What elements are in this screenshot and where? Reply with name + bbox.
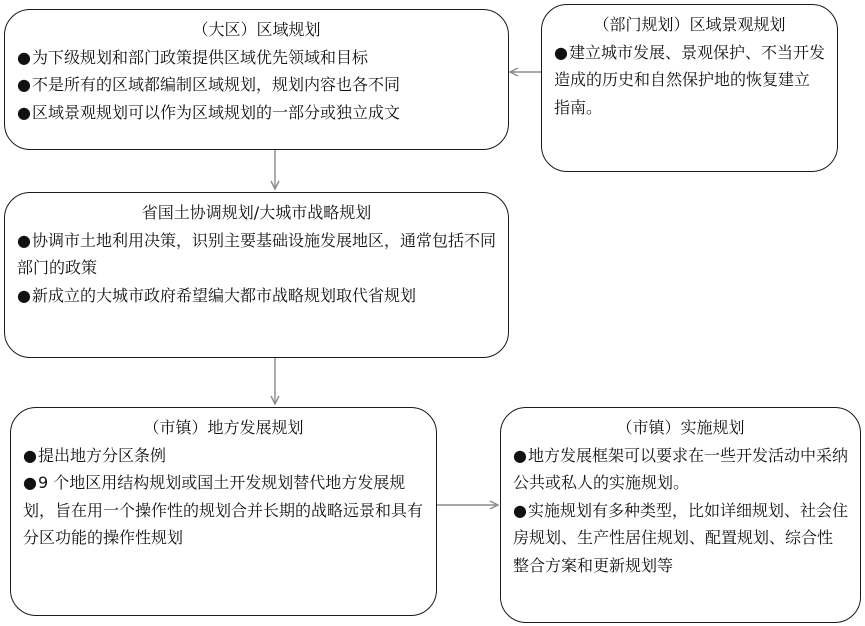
list-item: ●为下级规划和部门政策提供区域优先领域和目标	[17, 47, 368, 67]
bullet-icon: ●	[554, 42, 568, 62]
local-plan-title: （市镇）地方发展规划	[143, 418, 304, 437]
regional-plan-title: （大区）区域规划	[192, 20, 321, 39]
list-item: ●区域景观规划可以作为区域规划的一部分或独立成文	[17, 102, 400, 122]
implementation-plan-title: （市镇）实施规划	[616, 418, 745, 437]
list-item: ●提出地方分区条例	[23, 445, 166, 465]
provincial-plan-title: 省国土协调规划/大城市战略规划	[141, 203, 372, 222]
regional-plan-box	[4, 9, 509, 150]
sectoral-plan-title: （部门规划）区域景观规划	[593, 15, 786, 34]
list-item: ●建立城市发展、景观保护、不当开发造成的历史和自然保护地的恢复建立指南。	[554, 42, 825, 117]
sectoral-plan-box	[541, 4, 838, 172]
list-item: ●新成立的大城市政府希望编大都市战略规划取代省规划	[17, 285, 416, 305]
bullet-icon: ●	[17, 285, 31, 305]
bullet-icon: ●	[17, 102, 31, 122]
bullet-icon: ●	[17, 47, 31, 67]
list-item: ●不是所有的区域都编制区域规划，规划内容也各不同	[17, 75, 400, 94]
list-item: ●地方发展框架可以要求在一些开发活动中采纳公共或私人的实施规划。	[513, 445, 848, 492]
bullet-icon: ●	[513, 445, 527, 465]
provincial-plan-box	[4, 192, 509, 358]
bullet-icon: ●	[23, 445, 37, 465]
list-item: ●9 个地区用结构规划或国土开发规划替代地方发展规划，旨在用一个操作性的规划合并长期的战略远景和具有分区功能的操作性规划	[23, 473, 424, 547]
bullet-icon: ●	[17, 75, 31, 94]
implementation-plan-box	[500, 407, 861, 623]
bullet-icon: ●	[17, 230, 31, 250]
list-item: ●协调市土地利用决策，识别主要基础设施发展地区，通常包括不同部门的政策	[17, 230, 496, 277]
bullet-icon: ●	[23, 473, 37, 492]
bullet-icon: ●	[513, 500, 527, 520]
local-plan-box	[10, 407, 437, 616]
list-item: ●实施规划有多种类型，比如详细规划、社会住房规划、生产性居住规划、配置规划、综合性整合方案和更新规划等	[513, 500, 848, 575]
